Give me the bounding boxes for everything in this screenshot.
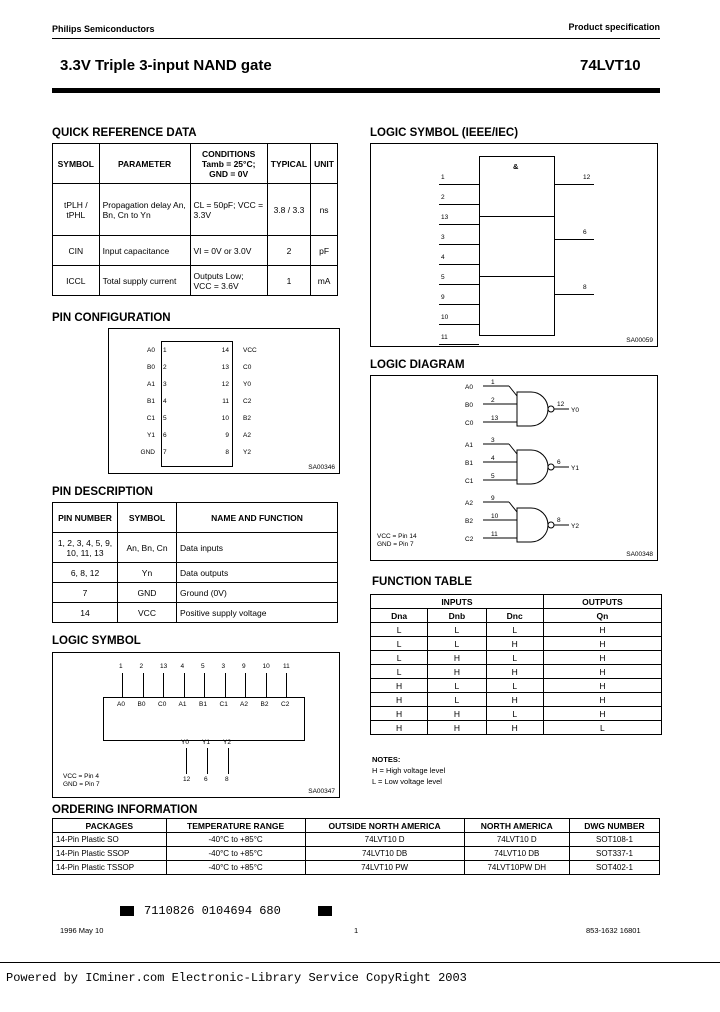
pin-config-code: SA00346 xyxy=(308,464,335,471)
ld-input-label: C1 xyxy=(465,478,474,485)
pin-right-label: A2 xyxy=(243,432,251,439)
ld-input-label: A2 xyxy=(465,500,473,507)
footer-rule xyxy=(0,962,720,963)
ieee-input-num: 1 xyxy=(441,174,445,181)
ls-top-pin-num: 13 xyxy=(160,663,168,670)
ld-input-num: 1 xyxy=(491,379,495,386)
pin-left-num: 3 xyxy=(163,381,167,388)
logic-symbol-heading: LOGIC SYMBOL xyxy=(52,635,141,647)
ls-pin-line xyxy=(143,673,144,697)
ieee-input-line xyxy=(439,304,479,305)
part-number: 74LVT10 xyxy=(580,57,641,74)
ld-output-num: 6 xyxy=(557,459,561,466)
ieee-and-symbol: & xyxy=(513,162,519,171)
ld-input-label: B1 xyxy=(465,460,473,467)
quick-ref-heading: QUICK REFERENCE DATA xyxy=(52,127,197,139)
table-row: 14-Pin Plastic SSOP -40°C to +85°C 74LVT10 DB 74LVT10 DB SOT337-1 xyxy=(53,847,660,861)
pd-col-symbol: SYMBOL xyxy=(118,503,177,533)
ls-pin-line xyxy=(245,673,246,697)
table-row: 14-Pin Plastic TSSOP -40°C to +85°C 74LVT10 PW 74LVT10PW DH SOT402-1 xyxy=(53,861,660,875)
ls-input-label: B0 xyxy=(137,701,146,708)
ieee-output-line xyxy=(554,184,594,185)
ieee-input-line xyxy=(439,184,479,185)
ls-top-pin-num: 11 xyxy=(283,663,290,670)
ordering-heading: ORDERING INFORMATION xyxy=(52,804,198,816)
ieee-input-num: 3 xyxy=(441,234,445,241)
logic-symbol-frame xyxy=(52,652,340,798)
barcode-mark-end xyxy=(318,906,332,916)
pin-left-num: 2 xyxy=(163,364,167,371)
ls-output-label: Y1 xyxy=(202,739,210,746)
pin-right-num: 11 xyxy=(222,398,229,405)
ls-top-pin-num: 9 xyxy=(242,663,246,670)
ld-code: SA00348 xyxy=(626,551,653,558)
table-row: H H L H xyxy=(371,707,662,721)
ls-input-label: A0 xyxy=(117,701,125,708)
ld-output-num: 8 xyxy=(557,517,561,524)
footer-date: 1996 May 10 xyxy=(60,926,104,935)
ls-pin-line xyxy=(266,673,267,697)
ls-input-label: C1 xyxy=(219,701,228,708)
ieee-output-line xyxy=(554,294,594,295)
pd-col-number: PIN NUMBER xyxy=(53,503,118,533)
ld-input-label: B0 xyxy=(465,402,473,409)
pin-config-heading: PIN CONFIGURATION xyxy=(52,312,171,324)
nand-bubble xyxy=(548,406,554,412)
table-row: L H H H xyxy=(371,665,662,679)
pin-left-label: C1 xyxy=(146,415,155,422)
ls-top-pin-num: 5 xyxy=(201,663,205,670)
pin-config-frame xyxy=(108,328,340,474)
ieee-input-line xyxy=(439,324,479,325)
ieee-input-line xyxy=(439,204,479,205)
pin-left-label: Y1 xyxy=(147,432,155,439)
ft-notes-title: NOTES: xyxy=(372,755,401,764)
qr-col-parameter: PARAMETER xyxy=(99,144,190,184)
pin-left-num: 4 xyxy=(163,398,167,405)
ls-pin-line xyxy=(204,673,205,697)
ls-output-line xyxy=(207,748,208,774)
table-row: L L L H xyxy=(371,623,662,637)
table-row: 7 GND Ground (0V) xyxy=(53,583,338,603)
input-wire-bend xyxy=(509,444,517,454)
pin-right-label: C2 xyxy=(243,398,252,405)
pin-left-label: B0 xyxy=(147,364,155,371)
ls-pin-line xyxy=(225,673,226,697)
ieee-frame xyxy=(370,143,658,347)
ieee-input-num: 11 xyxy=(441,334,448,341)
ieee-input-num: 2 xyxy=(441,194,445,201)
ls-input-label: C0 xyxy=(158,701,167,708)
table-row: 14-Pin Plastic SO -40°C to +85°C 74LVT10 D 74LVT10 D SOT108-1 xyxy=(53,833,660,847)
footer-docnum: 853-1632 16801 xyxy=(586,926,641,935)
table-row: 6, 8, 12 Yn Data outputs xyxy=(53,563,338,583)
table-row: ICCL Total supply current Outputs Low; VCC = 3.6V 1 mA xyxy=(53,266,338,296)
table-row: L H L H xyxy=(371,651,662,665)
pin-right-label: B2 xyxy=(243,415,251,422)
table-row: tPLH / tPHL Propagation delay An, Bn, Cn to Yn CL = 50pF; VCC = 3.3V 3.8 / 3.3 ns xyxy=(53,184,338,236)
table-row: L L H H xyxy=(371,637,662,651)
ieee-output-num: 12 xyxy=(583,174,591,181)
ld-input-num: 10 xyxy=(491,513,499,520)
ls-pin-line xyxy=(163,673,164,697)
ft-note-high: H = High voltage level xyxy=(372,766,446,775)
ld-vcc-note: VCC = Pin 14 xyxy=(377,533,417,540)
pin-left-num: 1 xyxy=(163,347,167,354)
qr-col-conditions: CONDITIONS Tamb = 25°C; GND = 0V xyxy=(190,144,267,184)
spec-type: Product specification xyxy=(568,22,660,32)
function-table-heading: FUNCTION TABLE xyxy=(372,576,473,588)
ld-output-label: Y0 xyxy=(571,407,579,414)
ieee-heading: LOGIC SYMBOL (IEEE/IEC) xyxy=(370,127,519,139)
ld-input-label: C2 xyxy=(465,536,474,543)
ls-input-label: A1 xyxy=(178,701,187,708)
pin-right-num: 9 xyxy=(225,432,229,439)
pin-right-label: Y0 xyxy=(243,381,251,388)
ld-input-num: 11 xyxy=(491,531,498,538)
ls-output-line xyxy=(228,748,229,774)
ls-input-label: C2 xyxy=(281,701,290,708)
ls-pin-line xyxy=(122,673,123,697)
ld-input-label: C0 xyxy=(465,420,474,427)
ls-output-line xyxy=(186,748,187,774)
pin-left-label: A1 xyxy=(147,381,155,388)
pin-right-label: C0 xyxy=(243,364,252,371)
header-rule xyxy=(52,38,660,39)
ieee-code: SA00059 xyxy=(626,337,653,344)
qr-col-symbol: SYMBOL xyxy=(53,144,100,184)
ieee-input-line xyxy=(439,284,479,285)
ld-gnd-note: GND = Pin 7 xyxy=(377,541,414,548)
pin-left-num: 7 xyxy=(163,449,167,456)
pin-left-label: B1 xyxy=(147,398,155,405)
ordering-table: PACKAGES TEMPERATURE RANGE OUTSIDE NORTH AMERICA NORTH AMERICA DWG NUMBER 14-Pin Plastic SO -40°C to +85°C 74LVT10 D 74LVT10 D SOT108-1 14-Pin Plastic SSOP -40°C to +85°C 74LVT10 DB 74LVT10 DB SOT337-1 14-Pin Plastic TSSOP -40°C to +85°C 74LVT10 PW 74LVT10PW DH SOT402-1 xyxy=(52,818,660,875)
pin-right-num: 13 xyxy=(221,364,229,371)
pin-right-num: 10 xyxy=(221,415,229,422)
ls-gnd-note: GND = Pin 7 xyxy=(63,781,100,788)
nand-gate xyxy=(517,392,548,426)
ls-output-label: Y2 xyxy=(223,739,231,746)
ls-input-label: A2 xyxy=(240,701,248,708)
table-row: H L L H xyxy=(371,679,662,693)
ld-input-num: 13 xyxy=(491,415,499,422)
nand-gate xyxy=(517,508,548,542)
input-wire-bend xyxy=(509,386,517,396)
ld-input-num: 3 xyxy=(491,437,495,444)
footer-page: 1 xyxy=(354,926,359,935)
ls-top-pin-num: 2 xyxy=(139,663,144,670)
barcode-text: 7110826 0104694 680 xyxy=(144,904,281,918)
nand-gate xyxy=(517,450,548,484)
ieee-input-num: 9 xyxy=(441,294,445,301)
page-title: 3.3V Triple 3-input NAND gate xyxy=(60,57,272,74)
qr-col-typical: TYPICAL xyxy=(267,144,310,184)
ld-input-num: 4 xyxy=(491,455,495,462)
ls-top-pin-num: 1 xyxy=(119,663,123,670)
pin-right-label: Y2 xyxy=(243,449,251,456)
ieee-input-num: 13 xyxy=(441,214,449,221)
ls-bottom-pin-num: 6 xyxy=(204,776,208,783)
ft-inputs-group: INPUTS xyxy=(371,595,544,609)
table-row: H H H L xyxy=(371,721,662,735)
pin-desc-table xyxy=(52,502,338,623)
ieee-body xyxy=(479,156,555,336)
qr-col-unit: UNIT xyxy=(311,144,338,184)
ls-pin-line xyxy=(184,673,185,697)
table-row: 14 VCC Positive supply voltage xyxy=(53,603,338,623)
logic-diagram-frame xyxy=(370,375,658,561)
pin-left-label: GND xyxy=(140,449,155,456)
ls-input-label: B2 xyxy=(260,701,269,708)
ls-pin-line xyxy=(286,673,287,697)
logic-diagram-heading: LOGIC DIAGRAM xyxy=(370,359,465,371)
ld-output-num: 12 xyxy=(557,401,565,408)
ld-output-label: Y2 xyxy=(571,523,579,530)
ieee-input-line xyxy=(439,344,479,345)
table-row: 1, 2, 3, 4, 5, 9, 10, 11, 13 An, Bn, Cn Data inputs xyxy=(53,533,338,563)
pin-desc-heading: PIN DESCRIPTION xyxy=(52,486,153,498)
ls-top-pin-num: 3 xyxy=(221,663,226,670)
ls-code: SA00347 xyxy=(308,788,335,795)
ieee-input-line xyxy=(439,224,479,225)
title-rule xyxy=(52,88,660,93)
ieee-output-line xyxy=(554,239,594,240)
ieee-output-num: 6 xyxy=(583,229,587,236)
pin-left-label: A0 xyxy=(147,347,155,354)
pd-col-name: NAME AND FUNCTION xyxy=(177,503,338,533)
ls-vcc-note: VCC = Pin 4 xyxy=(63,773,99,780)
ls-bottom-pin-num: 8 xyxy=(225,776,229,783)
pin-left-num: 5 xyxy=(163,415,167,422)
ieee-input-line xyxy=(439,264,479,265)
ld-input-num: 2 xyxy=(491,397,495,404)
barcode-mark xyxy=(120,906,134,916)
ls-input-label: B1 xyxy=(199,701,207,708)
ld-input-num: 5 xyxy=(491,473,495,480)
ld-input-label: B2 xyxy=(465,518,473,525)
pin-right-label: VCC xyxy=(243,347,257,354)
pin-right-num: 12 xyxy=(221,381,229,388)
table-row: CIN Input capacitance VI = 0V or 3.0V 2 pF xyxy=(53,236,338,266)
nand-bubble xyxy=(548,464,554,470)
ieee-output-num: 8 xyxy=(583,284,587,291)
ls-top-pin-num: 4 xyxy=(180,663,185,670)
input-wire-bend xyxy=(509,502,517,512)
ft-note-low: L = Low voltage level xyxy=(372,777,442,786)
ld-input-label: A0 xyxy=(465,384,473,391)
nand-bubble xyxy=(548,522,554,528)
ieee-input-num: 10 xyxy=(441,314,449,321)
function-table: INPUTS OUTPUTS Dna Dnb Dnc Qn L L L H L L H H L H L H L H H H H L L H H L H H H H L H H H H L xyxy=(370,594,662,735)
ld-input-label: A1 xyxy=(465,442,473,449)
ls-bottom-pin-num: 12 xyxy=(183,776,191,783)
table-row: H L H H xyxy=(371,693,662,707)
company-name: Philips Semiconductors xyxy=(52,24,155,34)
pin-right-num: 8 xyxy=(225,449,229,456)
powered-by: Powered by ICminer.com Electronic-Library Service CopyRight 2003 xyxy=(6,971,467,985)
ls-output-label: Y0 xyxy=(181,739,189,746)
ieee-input-line xyxy=(439,244,479,245)
ieee-input-num: 4 xyxy=(441,254,445,261)
ld-output-label: Y1 xyxy=(571,465,579,472)
pin-left-num: 6 xyxy=(163,432,167,439)
quick-ref-table xyxy=(52,143,338,296)
ls-top-pin-num: 10 xyxy=(262,663,270,670)
ft-outputs-group: OUTPUTS xyxy=(543,595,661,609)
ieee-input-num: 5 xyxy=(441,274,445,281)
pin-right-num: 14 xyxy=(221,347,229,354)
ld-input-num: 9 xyxy=(491,495,495,502)
